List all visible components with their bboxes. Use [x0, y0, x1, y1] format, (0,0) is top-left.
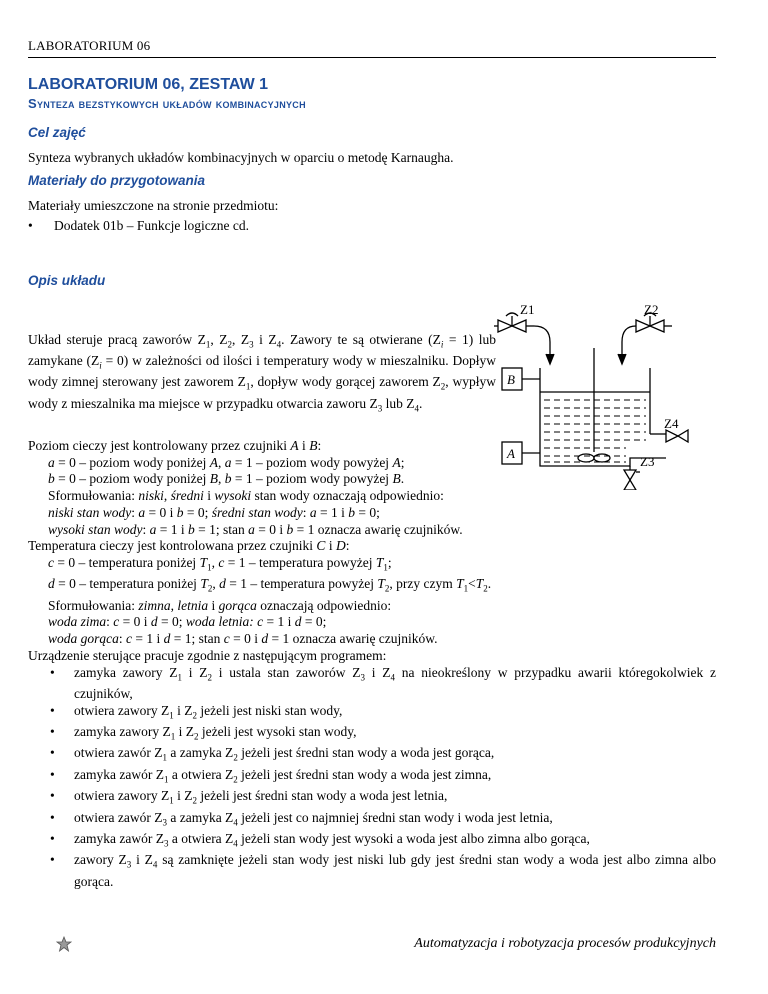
list-item: • zamyka zawór $Z_3$ a otwiera $Z_4$ jeżeli stan wody jest wysoki a woda jest albo zimna albo gorąca, — [28, 831, 716, 852]
sensor-description: Poziom cieczy jest kontrolowany przez czujniki A i B: a = 0 – poziom wody poniżej A, a = 1 – poziom wody powyżej A; b = 0 – poziom wody poniżej B, b = 1 – poziom wody powyżej B. Sformułowania: niski, średni i wysoki stan wody oznaczają odpowiednio: niski stan wody: a = 0 i b = 0; średni stan wody: a = 1 i b = 0; wysoki stan wody: a = 1 i b = 1; stan a = 0 i b = 1 oznacza awarię czujników. Temperatura cieczy jest kontrolowana przez czujniki C i D: c = 0 – temperatura poniżej $T_1$, c = 1 – temperatura powyżej $T_1$; d = 0 – temperatura poniżej $T_2$, d = 1 – temperatura powyżej $T_2$, przy czym $T_1<T_2$. Sformułowania: zimna, letnia i gorąca oznaczają odpowiednio: woda zima: c = 0 i d = 0; woda letnia: c = 1 i d = 0; woda gorąca: c = 1 i d = 1; stan c = 0 i d = 1 oznacza awarię czujników. Urządzenie sterujące pracuje zgodnie z następującym programem: • zamyka zawory $Z_1$ i $Z_2$ i ustala stan zaworów $Z_3$ i $Z_4$ na nieokreślony w przypadku awarii któregokolwiek z czujników, • otwiera zawory $Z_1$ i $Z_2$ jeżeli jest niski stan wody, • zamyka zawory $Z_1$ i $Z_2$ jeżeli jest wysoki stan wody, • otwiera zawór $Z_1$ a zamyka $Z_2$ jeżeli jest średni stan wody a woda jest gorąca, • zamyka zawór $Z_1$ a otwiera $Z_2$ jeżeli jest średni stan wody a woda jest zimna, • otwiera zawory $Z_1$ i $Z_2$ jeżeli jest średni stan wody a woda jest letnia, • otwiera zawór $Z_3$ a zamyka $Z_4$ jeżeli jest co najmniej średni stan wody i woda jest letnia, • zamyka zawór $Z_3$ a otwiera $Z_4$ jeżeli stan wody jest wysoki a woda jest albo zimna albo gorąca, • zawory $Z_3$ i $Z_4$ są zamknięte jeżeli stan wody jest niski lub gdy jest średni stan wody a woda jest albo zimna albo gorąca. — [28, 438, 716, 890]
list-item: • otwiera zawór $Z_3$ a zamyka $Z_4$ jeżeli jest co najmniej średni stan wody i woda jest letnia, — [28, 810, 716, 831]
label-sensor-b: B — [507, 372, 515, 387]
page-subtitle: Synteza bezstykowych układów kombinacyjnych — [28, 96, 306, 111]
running-header: LABORATORIUM 06 — [28, 38, 151, 53]
valve-z3-icon — [624, 470, 636, 480]
list-item: • otwiera zawory $Z_1$ i $Z_2$ jeżeli jest niski stan wody, — [28, 703, 716, 724]
label-sensor-a: A — [507, 446, 515, 461]
valve-z4-icon — [666, 430, 688, 442]
list-item: • zamyka zawór $Z_1$ a otwiera $Z_2$ jeżeli jest średni stan wody a woda jest zimna, — [28, 767, 716, 788]
materials-list-item: • Dodatek 01b – Funkcje logiczne cd. — [28, 218, 249, 233]
label-z1: Z1 — [520, 302, 535, 317]
section-heading-description: Opis układu — [28, 273, 106, 288]
header-divider — [28, 57, 716, 58]
list-item: • otwiera zawory $Z_1$ i $Z_2$ jeżeli jest średni stan wody a woda jest letnia, — [28, 788, 716, 809]
list-item: • otwiera zawór $Z_1$ a zamyka $Z_2$ jeżeli jest średni stan wody a woda jest gorąca, — [28, 745, 716, 766]
label-z4: Z4 — [664, 416, 679, 431]
page-title: LABORATORIUM 06, ZESTAW 1 — [28, 76, 269, 93]
star-logo-icon — [56, 936, 72, 952]
goal-text: Synteza wybranych układów kombinacyjnych w oparciu o metodę Karnaugha. — [28, 150, 454, 165]
list-item: • zamyka zawory $Z_1$ i $Z_2$ jeżeli jest wysoki stan wody, — [28, 724, 716, 745]
footer-text: Automatyzacja i robotyzacja procesów produkcyjnych — [414, 936, 716, 951]
label-z2: Z2 — [644, 302, 659, 317]
label-z3: Z3 — [640, 454, 655, 469]
list-item: • zawory $Z_3$ i $Z_4$ są zamknięte jeżeli stan wody jest niski lub gdy jest średni stan wody a woda jest albo zimna albo gorąca. — [28, 852, 716, 890]
section-heading-materials: Materiały do przygotowania — [28, 173, 206, 188]
mixing-tank-diagram — [490, 300, 690, 490]
description-paragraph: Układ steruje pracą zaworów $Z_1$, $Z_2$, $Z_3$ i $Z_4$. Zawory te są otwierane $(Z_i = 1)$ lub zamykane $(Z_i = 0)$ w zależności od ilości i temperatury wody w mieszalniku. Dopływ wody zimnej sterowany jest zaworem $Z_1$, dopływ wody gorącej zaworem $Z_2$, wypływ wody z mieszalnika ma miejsce w przypadku otwarcia zaworu $Z_3$ lub $Z_4$. — [28, 332, 497, 414]
section-heading-goal: Cel zajęć — [28, 125, 86, 140]
program-list — [28, 665, 716, 891]
list-item: • zamyka zawory $Z_1$ i $Z_2$ i ustala stan zaworów $Z_3$ i $Z_4$ na nieokreślony w przypadku awarii któregokolwiek z czujników, — [28, 665, 716, 703]
materials-text: Materiały umieszczone na stronie przedmiotu: — [28, 198, 279, 213]
